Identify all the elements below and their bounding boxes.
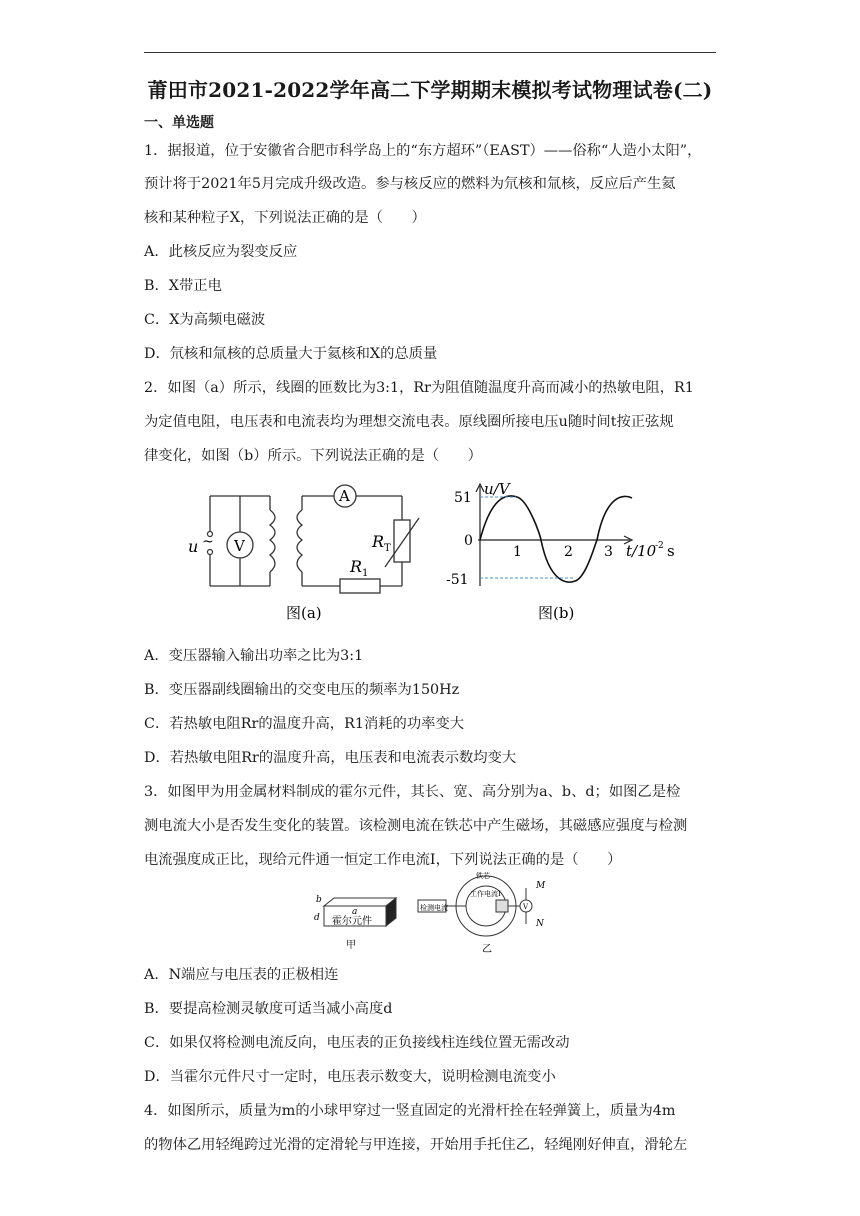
q2-option-d: D．若热敏电阻Rr的温度升高，电压表和电流表示数均变大: [144, 750, 517, 766]
ac-tilde: ~: [202, 534, 214, 550]
dim-a: a: [352, 907, 358, 917]
q1-option-c: C．X为高频电磁波: [144, 312, 266, 328]
x-axis-label-exp: -2: [655, 541, 664, 551]
figure-jia-hall-element: [310, 888, 410, 958]
x-tick-3: 3: [604, 544, 613, 560]
q1-option-b: B．X带正电: [144, 278, 222, 294]
terminal-n: N: [536, 919, 544, 929]
fig-b-caption: 图(b): [538, 604, 575, 622]
q3-option-d: D．当霍尔元件尺寸一定时，电压表示数变大，说明检测电流变小: [144, 1069, 556, 1085]
hall-element-label: 霍尔元件: [332, 916, 372, 927]
source-label: 检测电流: [420, 904, 448, 912]
q2-line-3: 律变化，如图（b）所示。下列说法正确的是（ ）: [144, 448, 482, 464]
q4-line-2: 的物体乙用轻绳跨过光滑的定滑轮与甲连接，开始用手托住乙，轻绳刚好伸直，滑轮左: [144, 1137, 688, 1153]
x-axis-label: t/10: [626, 542, 657, 560]
header-rule: [144, 52, 716, 53]
x-tick-2: 2: [564, 544, 573, 560]
q1-option-a: A．此核反应为裂变反应: [144, 244, 298, 260]
u-label: u: [188, 537, 199, 556]
voltmeter-label: V: [234, 537, 245, 555]
r1-sub: 1: [362, 568, 369, 579]
x-tick-1: 1: [513, 544, 522, 560]
page-title: 莆田市2021-2022学年高二下学期期末模拟考试物理试卷(二): [147, 78, 713, 102]
y-axis-label: u/V: [484, 480, 510, 498]
q1-line-2: 预计将于2021年5月完成升级改造。参与核反应的燃料为氘核和氚核，反应后产生氦: [144, 176, 676, 192]
q2-line-2: 为定值电阻，电压表和电流表均为理想交流电表。原线圈所接电压u随时间t按正弦规: [144, 414, 674, 430]
section-heading: 一、单选题: [144, 115, 214, 131]
y-tick-top: 51: [454, 490, 472, 506]
r1-label: R: [350, 557, 363, 576]
q3-line-3: 电流强度成正比，现给元件通一恒定工作电流I，下列说法正确的是（ ）: [144, 852, 622, 868]
q2-option-a: A．变压器输入输出功率之比为3:1: [144, 648, 364, 664]
y-tick-bottom: -51: [446, 572, 469, 588]
q3-line-2: 测电流大小是否发生变化的装置。该检测电流在铁芯中产生磁场，其磁感应强度与检测: [144, 818, 688, 834]
q1-line-3: 核和某种粒子X，下列说法正确的是（ ）: [144, 210, 426, 226]
q2-line-1: 2．如图（a）所示，线圈的匝数比为3:1，Rr为阻值随温度升高而减小的热敏电阻，R1: [144, 380, 694, 396]
figure-yi-device: [416, 870, 566, 960]
q1-option-d: D．氘核和氚核的总质量大于氦核和X的总质量: [144, 346, 438, 362]
q3-option-b: B．要提高检测灵敏度可适当减小高度d: [144, 1001, 393, 1017]
ammeter-label: A: [339, 487, 350, 505]
x-axis-label-unit: s: [667, 542, 675, 560]
rt-sub: T: [384, 543, 391, 554]
terminal-m: M: [536, 881, 546, 891]
q3-line-1: 3．如图甲为用金属材料制成的霍尔元件，其长、宽、高分别为a、b、d；如图乙是检: [144, 784, 681, 800]
dim-b: b: [316, 895, 322, 905]
fig-jia-caption: 甲: [346, 940, 356, 951]
q2-option-c: C．若热敏电阻Rr的温度升高，R1消耗的功率变大: [144, 716, 465, 732]
q1-line-1: 1．据报道，位于安徽省合肥市科学岛上的“东方超环”（EAST）——俗称“人造小太阳”，: [144, 143, 702, 159]
figure-b-graph: [440, 474, 680, 629]
q3-option-c: C．如果仅将检测电流反向，电压表的正负接线柱连线位置无需改动: [144, 1035, 570, 1051]
fig-yi-caption: 乙: [482, 944, 492, 955]
dim-d: d: [314, 913, 320, 923]
q4-line-1: 4．如图所示，质量为m的小球甲穿过一竖直固定的光滑杆拴在轻弹簧上，质量为4m: [144, 1103, 676, 1119]
rt-label: R: [372, 532, 385, 551]
figure-a-circuit: [180, 482, 425, 627]
q3-option-a: A．N端应与电压表的正极相连: [144, 967, 339, 983]
yi-voltmeter-label: V: [523, 903, 529, 911]
q2-option-b: B．变压器副线圈输出的交变电压的频率为150Hz: [144, 682, 460, 698]
core-label: 铁芯: [476, 872, 490, 880]
fig-a-caption: 图(a): [286, 604, 322, 622]
work-current-label: 工作电流I: [470, 890, 501, 898]
y-tick-zero: 0: [464, 533, 473, 549]
